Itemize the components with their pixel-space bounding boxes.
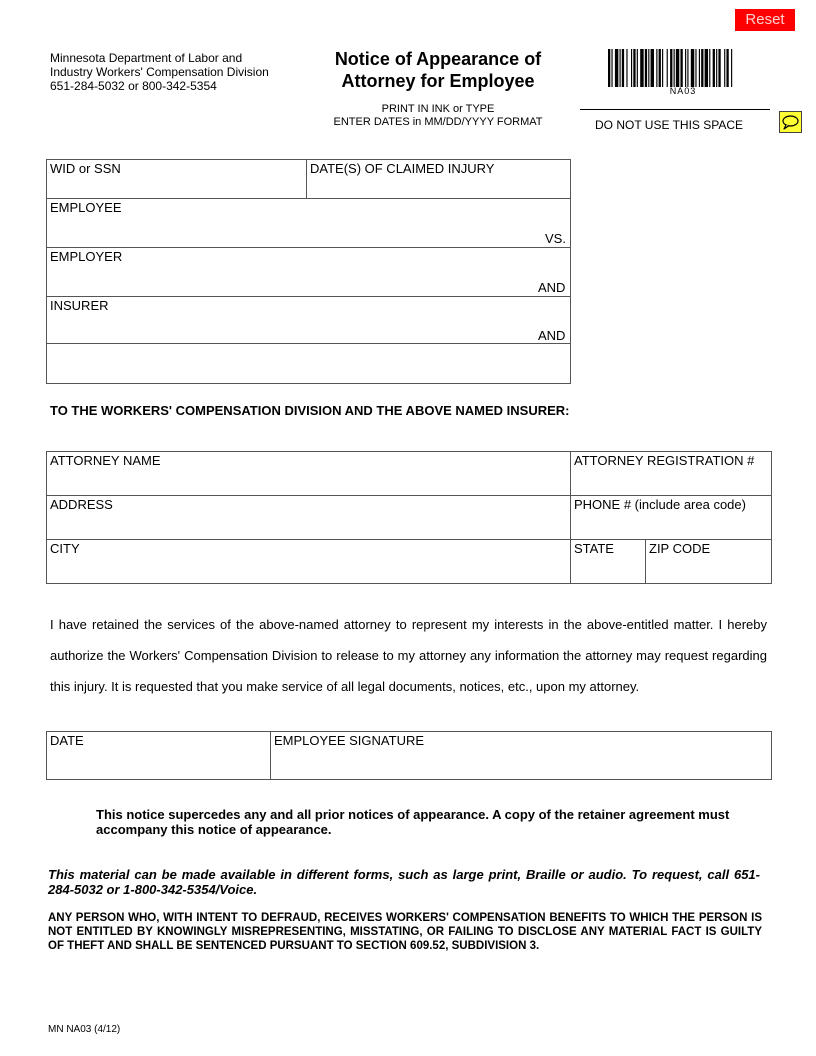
state-input[interactable] [574,558,640,580]
barcode-bar [699,49,700,87]
barcode-bar [726,49,728,87]
city-input[interactable] [50,558,564,580]
injury-dates-input[interactable] [310,178,566,196]
employee-signature-label: EMPLOYEE SIGNATURE [274,733,425,748]
barcode-bar [656,49,657,87]
divider [46,343,571,344]
barcode-bar [620,49,621,87]
injury-dates-label: DATE(S) OF CLAIMED INJURY [310,161,495,176]
barcode-bar [680,49,682,87]
state-label: STATE [574,541,614,556]
divider [46,495,772,496]
agency-line-1: Minnesota Department of Labor and [50,51,243,65]
additional-party-input[interactable] [50,348,565,378]
do-not-use-space-label: DO NOT USE THIS SPACE [595,118,744,132]
divider [270,731,271,780]
barcode-bar [695,49,696,87]
employee-signature-input[interactable] [274,751,766,775]
to-division-heading: TO THE WORKERS' COMPENSATION DIVISION AND THE ABOVE NAMED INSURER: [50,403,570,418]
barcode-caption: NA03 [669,86,697,96]
barcode-bar [608,49,610,87]
barcode-bar [674,49,675,87]
barcode-bar [667,49,668,87]
and-label: AND [538,328,566,343]
date-label: DATE [50,733,84,748]
wid-ssn-label: WID or SSN [50,161,121,176]
divider [306,159,307,199]
barcode-bar [724,49,725,87]
insurer-label: INSURER [50,298,109,313]
barcode-bar [622,49,624,87]
barcode-bar [716,49,717,87]
form-title [300,48,576,92]
employee-label: EMPLOYEE [50,200,122,215]
fraud-warning: ANY PERSON WHO, WITH INTENT TO DEFRAUD, RECEIVES WORKERS' COMPENSATION BENEFITS TO WHICH THE PERSON IS NOT ENTITLED BY KNOWINGLY MISREPRESENTING, MISSTATING, OR FAILING TO DISCLOSE ANY MATERIAL FACT IS GUILTY OF THEFT AND SHALL BE SENTENCED PURSUANT TO SECTION 609.52, SUBDIVISION 3. [48,912,762,952]
barcode-bar [705,49,708,87]
phone-label: PHONE # (include area code) [574,497,746,512]
barcode-bar [615,49,618,87]
employee-input[interactable] [50,217,520,241]
barcode-bar [648,49,649,87]
agency-info [50,51,269,93]
form-number: MN NA03 (4/12) [48,1024,121,1035]
employer-label: EMPLOYER [50,249,123,264]
availability-note: This material can be made available in different forms, such as large print, Braille or audio. To request, call 651-284-5032 or 1-800-342-5354/Voice. [48,867,760,897]
comment-note-icon[interactable] [779,111,802,133]
divider [570,451,571,584]
address-label: ADDRESS [50,497,113,512]
divider [46,296,571,297]
phone-input[interactable] [574,514,766,536]
attorney-name-label: ATTORNEY NAME [50,453,161,468]
wid-ssn-input[interactable] [50,178,300,196]
vs-label: VS. [545,231,566,246]
employer-input[interactable] [50,266,520,290]
barcode-bar [662,49,663,87]
barcode [608,49,772,87]
barcode-bar [691,49,694,87]
barcode-bar [670,49,672,87]
print-instructions [300,103,576,129]
barcode-bar [611,49,612,87]
barcode-bar [676,49,679,87]
attorney-registration-input[interactable] [574,470,766,492]
do-not-use-rule [580,109,770,110]
address-input[interactable] [50,514,564,536]
zip-code-label: ZIP CODE [649,541,711,556]
divider [645,539,646,584]
barcode-bar [637,49,638,87]
barcode-bar [633,49,635,87]
attorney-name-input[interactable] [50,470,564,492]
divider [46,247,571,248]
print-instruction-line-2: ENTER DATES in MM/DD/YYYY FORMAT [333,116,543,128]
barcode-bar [701,49,703,87]
authorization-statement: I have retained the services of the above-named attorney to represent my interests in the above-entitled matter. I hereby authorize the Workers' Compensation Division to release to my attorney any information the attorney may request regarding this injury. It is requested that you make service of all legal documents, notices, etc., upon my attorney. [50,617,767,694]
barcode-bar [645,49,647,87]
barcode-bar [713,49,715,87]
barcode-bar [718,49,720,87]
barcode-bar [687,49,688,87]
barcode-bar [640,49,643,87]
attorney-registration-label: ATTORNEY REGISTRATION # [574,453,755,468]
form-title-line-2: Attorney for Employee [341,71,535,91]
agency-line-3: 651-284-5032 or 800-342-5354 [50,79,217,93]
barcode-bar [626,49,627,87]
zip-code-input[interactable] [649,558,766,580]
date-input[interactable] [50,751,264,775]
divider [46,198,571,199]
reset-button[interactable]: Reset [735,9,795,31]
barcode-bar [731,49,732,87]
barcode-bar [651,49,654,87]
city-label: CITY [50,541,80,556]
agency-line-2: Industry Workers' Compensation Division [50,65,269,79]
barcode-bar [659,49,661,87]
barcode-bar [685,49,686,87]
supersede-note: This notice supercedes any and all prior notices of appearance. A copy of the retainer agreement must accompany this notice of appearance. [96,807,730,837]
and-label: AND [538,280,566,295]
barcode-bar [631,49,632,87]
print-instruction-line-1: PRINT IN INK or TYPE [381,103,495,115]
form-title-line-1: Notice of Appearance of [334,49,542,69]
barcode-bar [709,49,710,87]
divider [46,539,772,540]
insurer-input[interactable] [50,315,520,339]
